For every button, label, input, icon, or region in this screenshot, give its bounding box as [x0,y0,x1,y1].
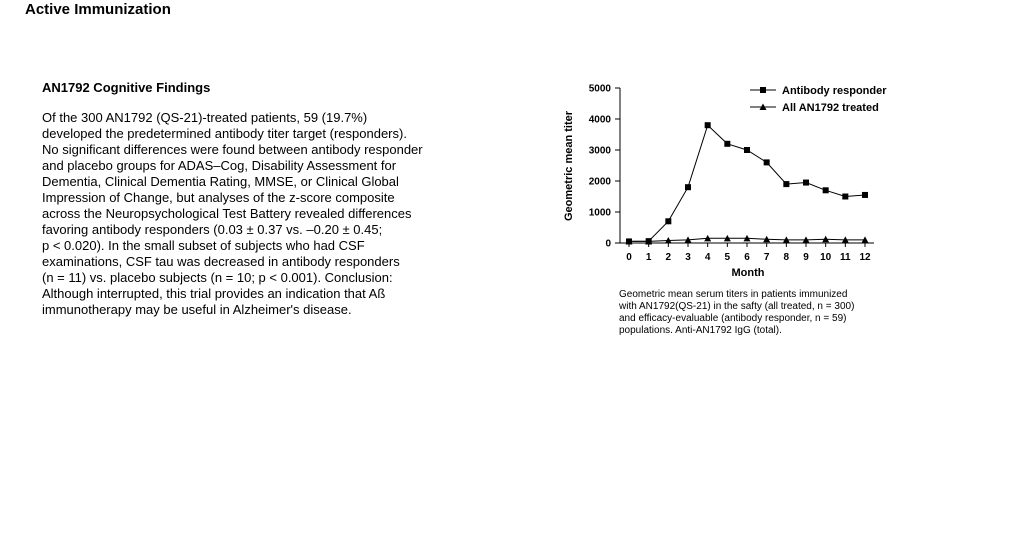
x-tick-label: 10 [820,252,832,263]
x-tick-label: 12 [859,252,871,263]
y-tick-label: 3000 [588,145,611,157]
data-point [764,159,770,165]
findings-line: Of the 300 AN1792 (QS-21)-treated patients, 59 (19.7%) [42,110,368,125]
x-tick-label: 0 [626,252,632,263]
x-axis-label: Month [731,267,765,279]
caption-line: with AN1792(QS-21) in the safty (all treated, n = 300) [619,301,855,312]
figure-caption [619,289,919,337]
y-tick-label: 0 [605,238,611,250]
data-point [665,218,671,224]
caption-line: Geometric mean serum titers in patients immunized [619,289,848,300]
findings-line: examinations, CSF tau was decreased in antibody responders [42,254,400,269]
x-tick-label: 2 [665,252,672,263]
findings-heading: AN1792 Cognitive Findings [42,80,211,95]
data-point [724,141,730,147]
data-point [823,187,829,193]
slide-title: Active Immunization [25,1,171,18]
findings-line: across the Neuropsychological Test Battery revealed differences [42,206,412,221]
x-axis [620,243,874,263]
findings-line: Impression of Change, but analyses of the z-score composite [42,190,395,205]
data-point [646,238,652,244]
y-tick-label: 5000 [588,83,611,95]
legend-entry [750,102,879,114]
x-tick-label: 1 [645,252,652,263]
findings-line: Although interrupted, this trial provides an indication that Aß [42,286,386,301]
series-layer [626,122,869,244]
findings-line: No significant differences were found between antibody responder [42,142,423,157]
findings-line: developed the predetermined antibody titer target (responders). [42,126,407,141]
x-tick-label: 4 [704,252,711,263]
y-tick-label: 4000 [588,114,611,126]
titer-line-chart [556,76,906,286]
x-tick-label: 6 [744,252,750,263]
findings-line: Dementia, Clinical Dementia Rating, MMSE, or Clinical Global [42,174,399,189]
legend-label: Antibody responder [782,85,887,97]
y-tick-label: 2000 [588,176,611,188]
data-point [862,192,868,198]
y-axis-label: Geometric mean titer [563,110,575,222]
data-point [783,181,789,187]
findings-text [42,110,482,318]
data-point [626,238,632,244]
legend-marker [760,87,766,93]
responder-series [626,122,868,244]
y-tick-label: 1000 [588,207,611,219]
caption-line: and efficacy-evaluable (antibody responder, n = 59) [619,313,847,324]
findings-line: favoring antibody responders (0.03 ± 0.37 vs. –0.20 ± 0.45; [42,222,383,237]
data-point [685,184,691,190]
findings-line: and placebo groups for ADAS–Cog, Disability Assessment for [42,158,397,173]
series-line [629,125,865,241]
data-point [705,122,711,128]
data-point [744,147,750,153]
findings-line: p < 0.020). In the small subset of subjects who had CSF [42,238,365,253]
findings-line: immunotherapy may be useful in Alzheimer's disease. [42,302,352,317]
legend-label: All AN1792 treated [782,102,879,114]
data-point [803,180,809,186]
x-tick-label: 7 [763,252,770,263]
x-tick-label: 3 [685,252,691,263]
legend [750,85,887,114]
x-tick-label: 8 [783,252,790,263]
findings-line: (n = 11) vs. placebo subjects (n = 10; p < 0.001). Conclusion: [42,270,393,285]
data-point [842,194,848,200]
x-tick-label: 5 [724,252,731,263]
caption-line: populations. Anti-AN1792 IgG (total). [619,325,782,336]
x-tick-label: 9 [803,252,809,263]
y-axis [589,84,620,250]
legend-entry [750,85,887,97]
x-tick-label: 11 [840,252,851,263]
